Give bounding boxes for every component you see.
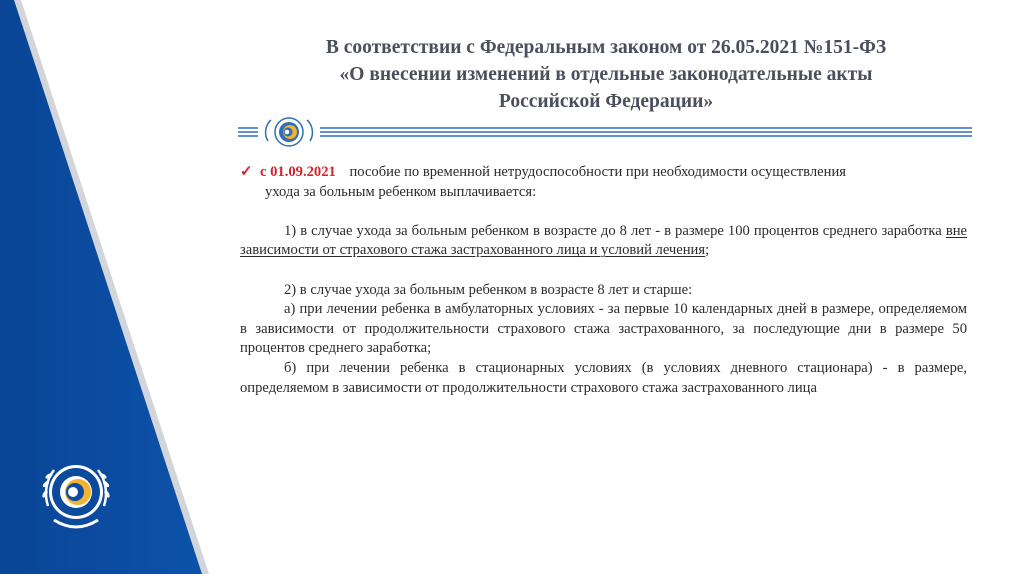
- intro-continuation: ухода за больным ребенком выплачивается:: [265, 183, 537, 200]
- rule-1-text: 1) в случае ухода за больным ребенком в возрасте до 8 лет - в размере 100 процентов среднего заработка: [284, 222, 946, 239]
- rule-1-underlined: вне зависимости от страхового стажа застрахованного лица и условий лечения: [240, 222, 967, 259]
- fss-emblem-icon: [266, 118, 313, 146]
- rule-1-end: ;: [705, 242, 710, 259]
- rule-2b: б) при лечении ребенка в стационарных условиях (в условиях дневного стационара) - в размере, определяемом в зависимости от продолжительности страхового стажа застрахованного лица: [240, 359, 967, 396]
- title-line-1: В соответствии с Федеральным законом от 26.05.2021 №151-ФЗ: [325, 37, 887, 58]
- checkmark-icon: ✓: [240, 164, 253, 180]
- intro-text: пособие по временной нетрудоспособности при необходимости осуществления: [349, 164, 846, 180]
- title-line-2: «О внесении изменений в отдельные законодательные акты: [339, 64, 873, 85]
- benefit-rules: [240, 163, 967, 398]
- rule-2a: а) при лечении ребенка в амбулаторных условиях - за первые 10 календарных дней в размере, определяемом в зависимости от продолжительности страхового стажа застрахованного, за последующие дни в размере 50 процентов среднего заработка;: [240, 301, 967, 357]
- fss-round-emblem-icon: [34, 454, 118, 538]
- intro-paragraph: [240, 163, 967, 183]
- title-line-3: Российской Федерации»: [498, 91, 714, 112]
- rule-1: [240, 222, 967, 261]
- rule-2-heading: 2) в случае ухода за больным ребенком в возрасте 8 лет и старше:: [284, 281, 693, 298]
- title-divider: [238, 117, 972, 151]
- effective-date: с 01.09.2021: [260, 164, 336, 180]
- slide-title: [236, 34, 976, 115]
